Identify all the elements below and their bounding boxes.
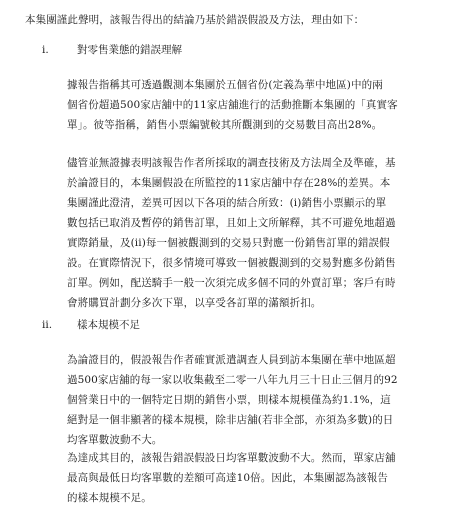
- section-heading-2: [42, 315, 342, 335]
- paragraph-line: 最高與最低日均客單數的差額可高達10倍。因此，本集團認為該報告: [67, 472, 388, 484]
- section-heading-1: [42, 40, 342, 60]
- paragraph-line: 實際銷量，及(ii)每一個被觀測到的交易只對應一份銷售訂單的錯誤假: [67, 237, 390, 249]
- section-title: 樣本規模不足: [77, 319, 140, 331]
- intro-line: 本集團謹此聲明，該報告得出的結論乃基於錯誤假設及方法，理由如下：: [25, 14, 365, 26]
- paragraph-line: 單」。彼等指稱，銷售小票編號較其所觀測到的交易數目高出28%。: [67, 119, 383, 131]
- section-2-paragraph-1: [67, 350, 398, 450]
- section-number: i.: [42, 44, 49, 56]
- paragraph-line: 為論證目的，假設報告作者確實派遣調查人員到訪本集團在華中地區超: [67, 354, 396, 366]
- paragraph-line: 絕對是一個非顯著的樣本規模，除非店舖(若非全部，亦須為多數)的日: [67, 414, 394, 426]
- section-1-paragraph-1: [67, 75, 398, 135]
- paragraph-line: 個營業日中的一個特定日期的銷售小票，則樣本規模僅為約1.1%，這: [67, 394, 391, 406]
- paragraph-line: 集團謹此澄清，差異可因以下各項的結合所致：(i)銷售小票顯示的單: [67, 197, 387, 209]
- section-title: 對零售業態的錯誤理解: [77, 44, 182, 56]
- paragraph-line: 設。在實際情況下，很多情境可導致一個被觀測到的交易對應多份銷售: [67, 257, 396, 269]
- paragraph-line: 於論證目的，本集團假設在所監控的11家店舖中存在28%的差異。本: [67, 177, 391, 189]
- paragraph-line: 數包括已取消及暫停的銷售訂單，且如上文所解釋，其不可避免地超過: [67, 217, 396, 229]
- paragraph-line: 過500家店舖的每一家以收集截至二零一八年九月三十日止三個月的92: [67, 374, 398, 386]
- paragraph-line: 的樣本規模不足。: [67, 492, 152, 504]
- paragraph-line: 據報告指稱其可透過觀測本集團於五個省份(定義為華中地區)中的兩: [67, 79, 383, 91]
- paragraph-line: 個省份超過500家店舖中的11家店舖進行的活動推斷本集團的「真實客: [67, 99, 398, 111]
- section-number: ii.: [42, 319, 53, 331]
- paragraph-line: 均客單數波動不大。: [67, 434, 163, 446]
- paragraph-line: 會將購買計劃分多次下單，以享受各訂單的滿額折扣。: [67, 297, 322, 309]
- paragraph-line: 為達成其目的，該報告錯誤假設日均客單數波動不大。然而，單家店舖: [67, 452, 396, 464]
- section-2-paragraph-2: [67, 448, 396, 508]
- paragraph-line: 儘管並無證據表明該報告作者所採取的調查技術及方法周全及準確，基: [67, 157, 396, 169]
- intro-statement: [25, 10, 364, 30]
- section-1-paragraph-2: [67, 153, 396, 313]
- paragraph-line: 訂單。例如，配送騎手一般一次須完成多個不同的外賣訂單；客戶有時: [67, 277, 396, 289]
